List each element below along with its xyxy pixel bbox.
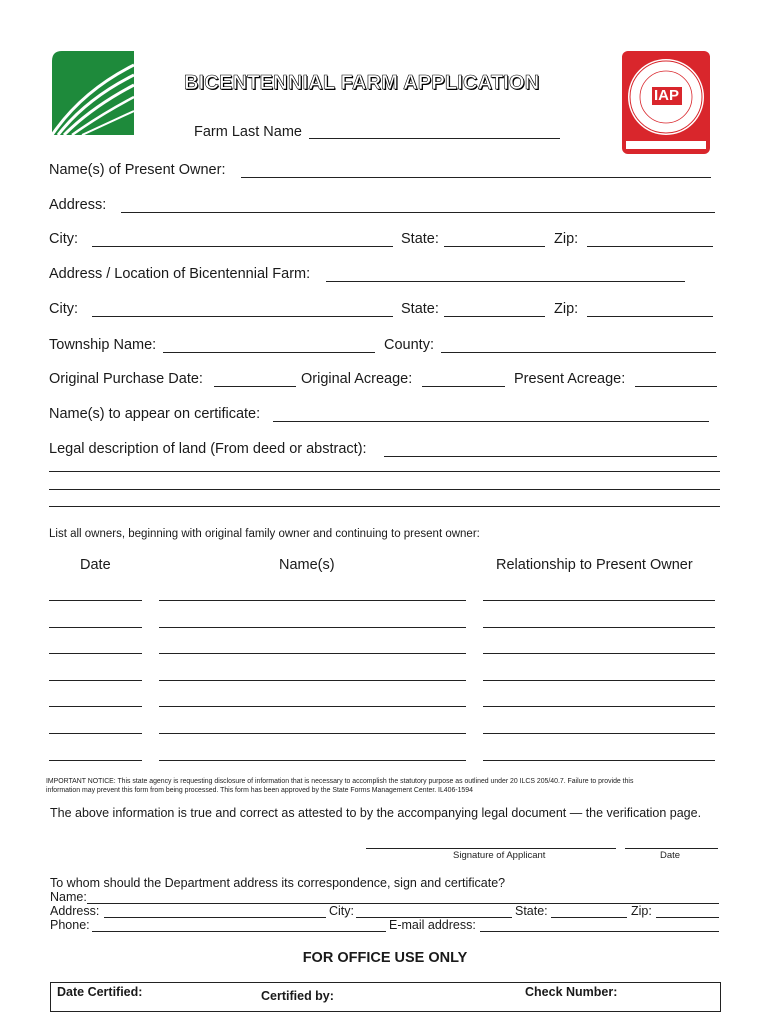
owner-names-field[interactable]: [159, 680, 466, 681]
original-acreage-field[interactable]: [422, 372, 505, 387]
certificate-names-label: Name(s) to appear on certificate:: [49, 406, 261, 422]
illinois-agriculture-seal-icon: [622, 51, 710, 154]
legal-description-label: Legal description of land (From deed or abstract):: [49, 441, 367, 457]
county-field[interactable]: [441, 338, 716, 353]
city-field[interactable]: [92, 232, 393, 247]
correspondence-zip-label: Zip:: [631, 904, 652, 918]
legal-description-line-4[interactable]: [49, 506, 720, 507]
owner-names-field[interactable]: [159, 733, 466, 734]
city-label: City:: [49, 231, 78, 247]
correspondence-phone-label: Phone:: [50, 918, 90, 932]
state-field[interactable]: [444, 232, 545, 247]
owner-date-field[interactable]: [49, 706, 142, 707]
owner-names-field[interactable]: [159, 706, 466, 707]
city2-field[interactable]: [92, 302, 393, 317]
owner-date-field[interactable]: [49, 627, 142, 628]
owner-date-field[interactable]: [49, 733, 142, 734]
correspondence-city-label: City:: [329, 904, 354, 918]
correspondence-address-label: Address:: [50, 904, 100, 918]
state2-label: State:: [401, 301, 439, 317]
correspondence-email-field[interactable]: [480, 931, 719, 932]
farm-field-logo-icon: [52, 51, 134, 135]
owner-names-field[interactable]: [159, 760, 466, 761]
signature-date-field[interactable]: [625, 848, 718, 849]
township-field[interactable]: [163, 338, 375, 353]
owner-relationship-field[interactable]: [483, 600, 715, 601]
purchase-date-label: Original Purchase Date:: [49, 371, 203, 387]
owner-relationship-field[interactable]: [483, 760, 715, 761]
correspondence-zip-field[interactable]: [656, 917, 719, 918]
correspondence-state-label: State:: [515, 904, 548, 918]
present-owners-field[interactable]: [241, 163, 711, 178]
correspondence-name-field[interactable]: [87, 903, 719, 904]
important-notice-line-1: IMPORTANT NOTICE: This state agency is requesting disclosure of information that is necessary to accomplish the statutory purpose as outlined under 20 ILCS 205/40.7. Failure to provide this: [46, 778, 634, 785]
owner-date-field[interactable]: [49, 600, 142, 601]
correspondence-email-label: E-mail address:: [389, 918, 476, 932]
owner-date-field[interactable]: [49, 680, 142, 681]
important-notice-line-2: information may prevent this form from being processed. This form has been approved by the State Forms Management Center. IL406-1594: [46, 787, 473, 794]
owner-names-field[interactable]: [159, 627, 466, 628]
correspondence-address-field[interactable]: [104, 917, 326, 918]
owner-date-field[interactable]: [49, 760, 142, 761]
owner-relationship-field[interactable]: [483, 627, 715, 628]
state2-field[interactable]: [444, 302, 545, 317]
zip-field[interactable]: [587, 232, 713, 247]
seal-text: IAP: [654, 87, 680, 104]
correspondence-state-field[interactable]: [551, 917, 627, 918]
date-certified-label: Date Certified:: [57, 985, 143, 999]
state-label: State:: [401, 231, 439, 247]
correspondence-name-label: Name:: [50, 890, 87, 904]
correspondence-question: To whom should the Department address its correspondence, sign and certificate?: [50, 876, 506, 890]
office-use-heading: FOR OFFICE USE ONLY: [302, 950, 468, 966]
present-owners-label: Name(s) of Present Owner:: [49, 162, 226, 178]
certified-by-label: Certified by:: [261, 989, 334, 1003]
signature-label: Signature of Applicant: [453, 850, 546, 861]
farm-location-label: Address / Location of Bicentennial Farm:: [49, 266, 311, 282]
present-acreage-label: Present Acreage:: [514, 371, 626, 387]
form-title: BICENTENNIAL FARM APPLICATION: [184, 72, 540, 94]
address-field[interactable]: [121, 198, 715, 213]
owner-relationship-field[interactable]: [483, 733, 715, 734]
check-number-label: Check Number:: [525, 985, 618, 999]
city2-label: City:: [49, 301, 78, 317]
farm-last-name-field[interactable]: [309, 124, 560, 139]
farm-last-name-label: Farm Last Name: [194, 124, 302, 140]
township-label: Township Name:: [49, 337, 157, 353]
column-relationship-header: Relationship to Present Owner: [496, 557, 693, 573]
owner-date-field[interactable]: [49, 653, 142, 654]
purchase-date-field[interactable]: [214, 372, 296, 387]
office-use-box: [50, 982, 721, 1012]
column-date-header: Date: [80, 557, 111, 573]
legal-description-field[interactable]: [384, 442, 717, 457]
zip-label: Zip:: [554, 231, 579, 247]
owner-names-field[interactable]: [159, 600, 466, 601]
owner-relationship-field[interactable]: [483, 706, 715, 707]
farm-location-field[interactable]: [326, 267, 685, 282]
zip2-label: Zip:: [554, 301, 579, 317]
zip2-field[interactable]: [587, 302, 713, 317]
owner-names-field[interactable]: [159, 653, 466, 654]
certificate-names-field[interactable]: [273, 407, 709, 422]
address-label: Address:: [49, 197, 107, 213]
county-label: County:: [384, 337, 434, 353]
owner-relationship-field[interactable]: [483, 680, 715, 681]
owners-list-instruction: List all owners, beginning with original family owner and continuing to present owner:: [49, 528, 480, 540]
signature-field[interactable]: [366, 848, 616, 849]
signature-date-label: Date: [660, 850, 681, 861]
owner-relationship-field[interactable]: [483, 653, 715, 654]
legal-description-line-2[interactable]: [49, 471, 720, 472]
present-acreage-field[interactable]: [635, 372, 717, 387]
legal-description-line-3[interactable]: [49, 489, 720, 490]
column-names-header: Name(s): [279, 557, 335, 573]
attestation-statement: The above information is true and correct as attested to by the accompanying legal document — the verification page.: [50, 806, 702, 820]
original-acreage-label: Original Acreage:: [301, 371, 413, 387]
correspondence-phone-field[interactable]: [92, 931, 386, 932]
